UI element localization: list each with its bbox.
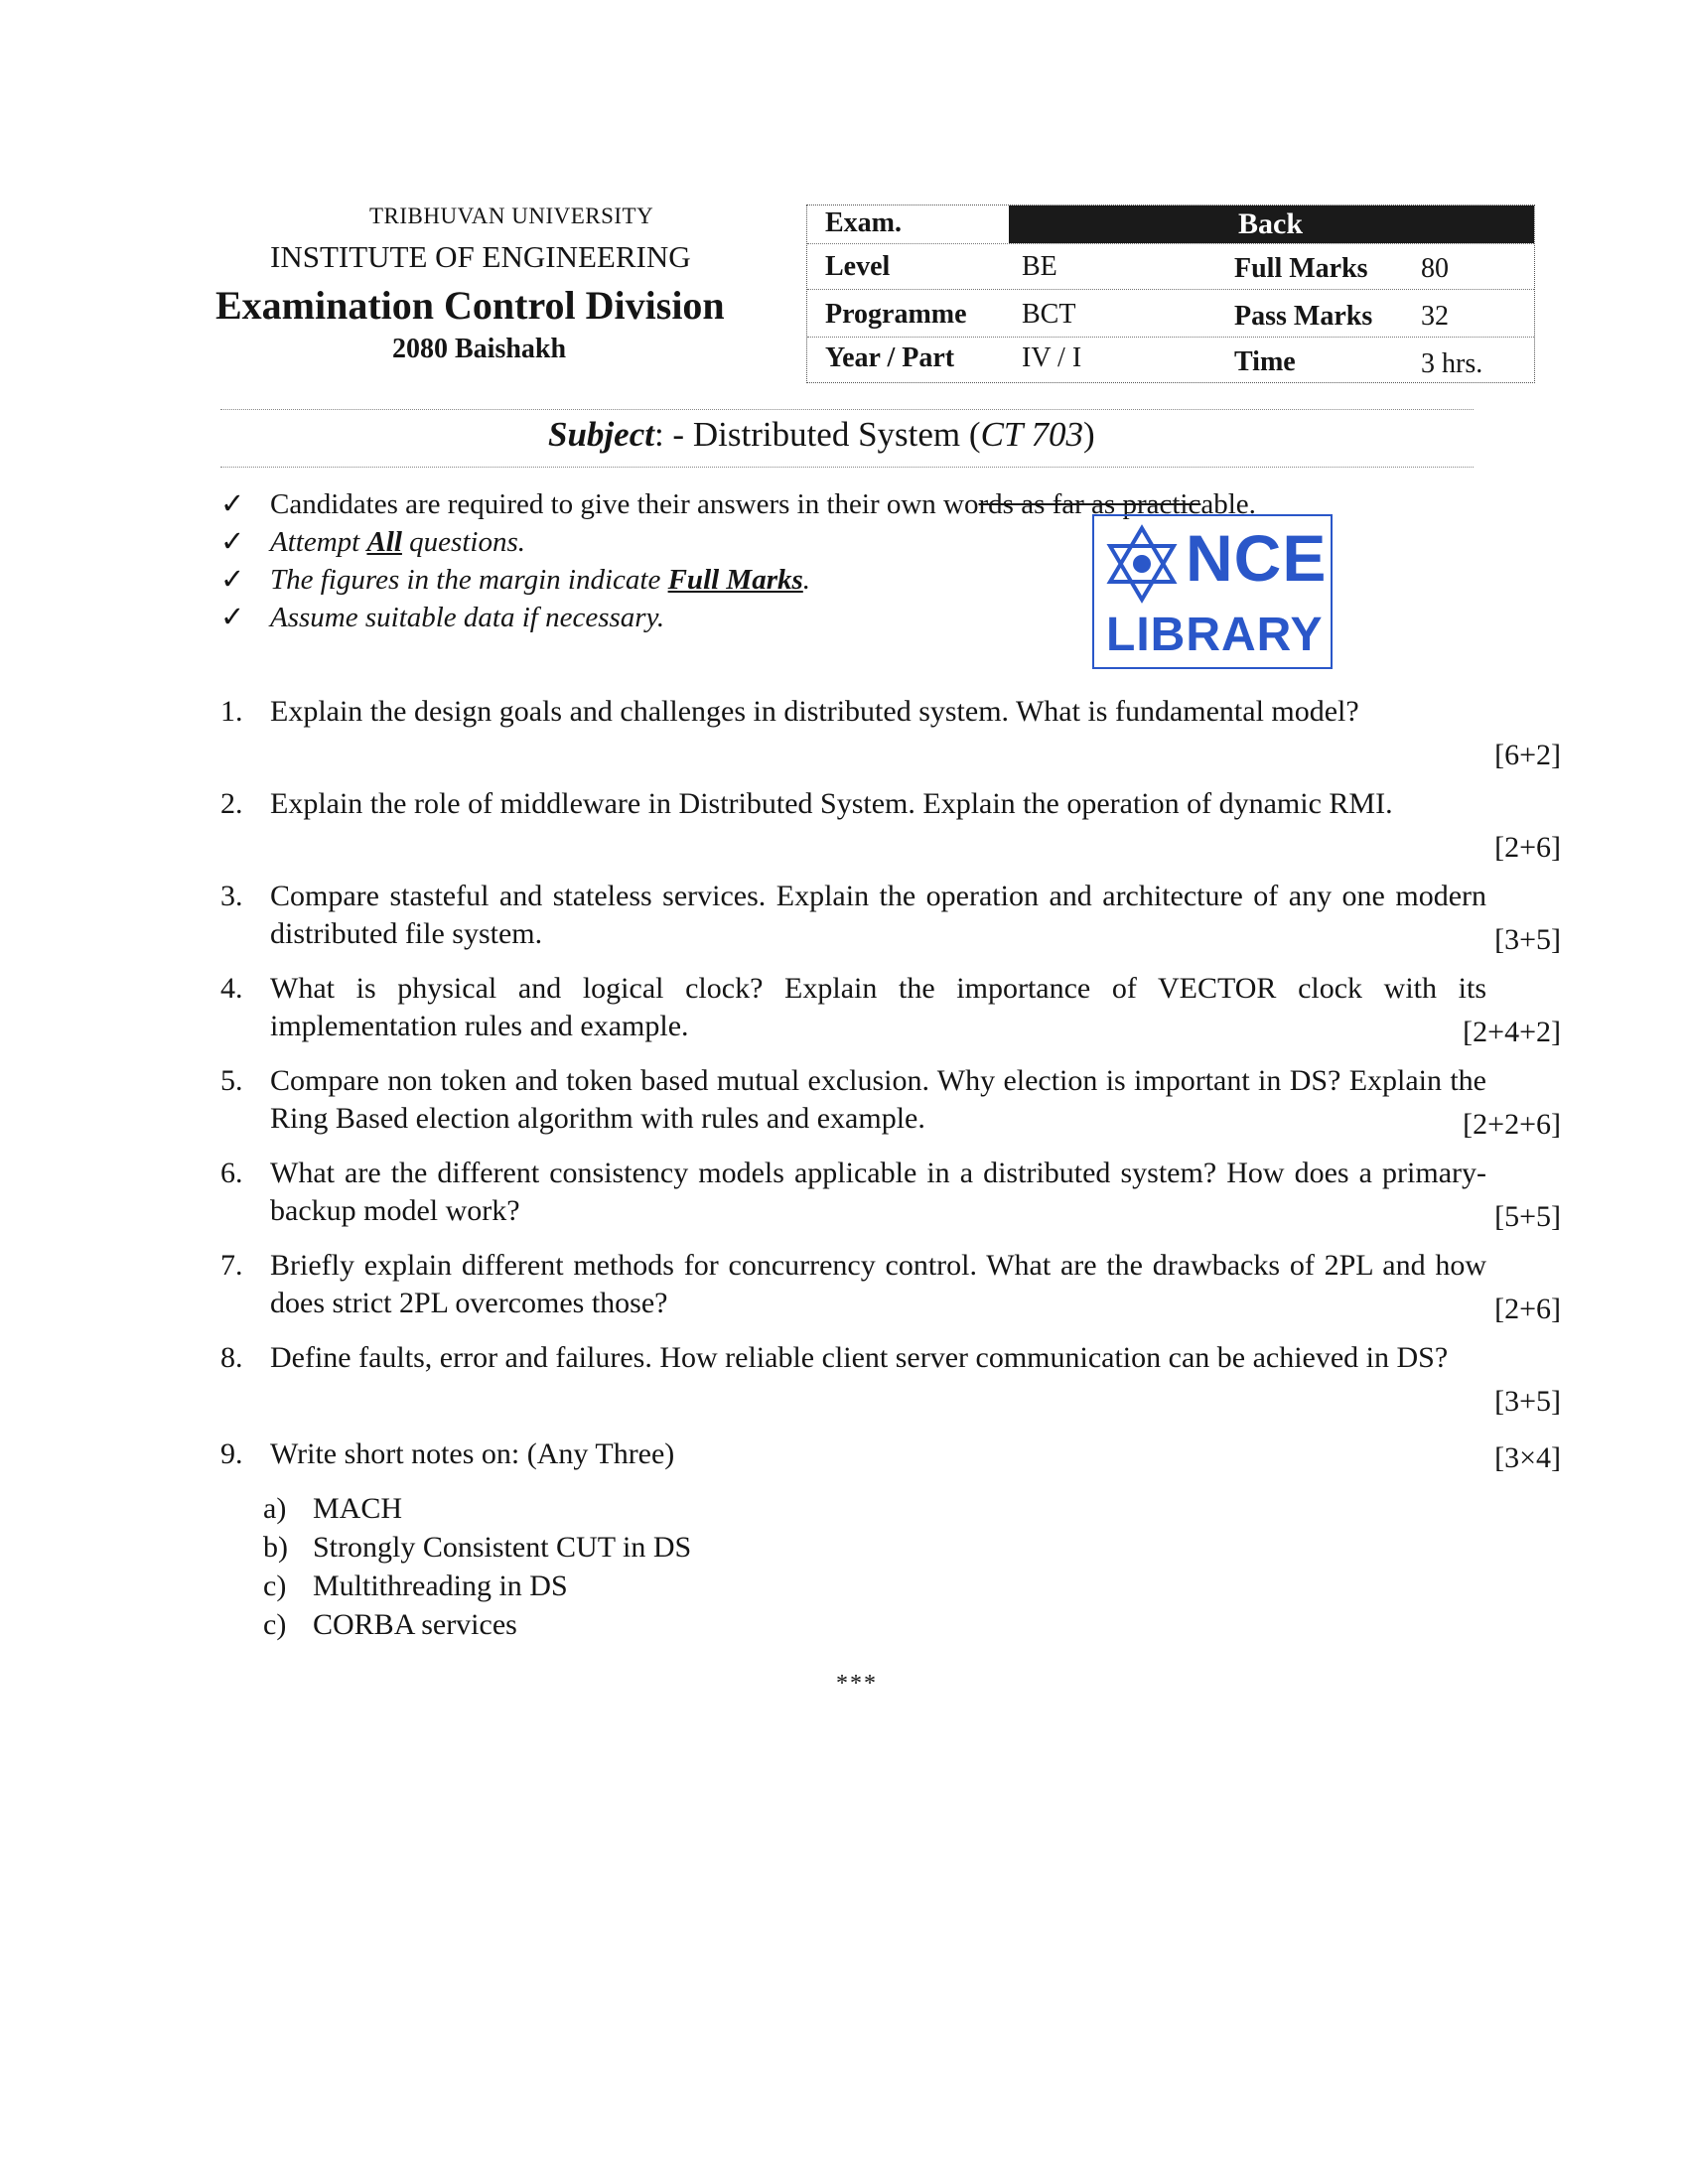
level-label: Level <box>825 251 891 282</box>
instruction-2: ✓ Attempt All questions. <box>220 526 525 558</box>
programme-value: BCT <box>1022 299 1076 330</box>
exam-session: 2080 Baishakh <box>392 334 567 364</box>
exam-type-bar <box>1009 205 1534 243</box>
stamp-nce: NCE <box>1186 521 1328 595</box>
institute-name: INSTITUTE OF ENGINEERING <box>270 239 691 274</box>
year-part-value: IV / I <box>1022 342 1082 373</box>
stamp-library: LIBRARY <box>1106 609 1324 661</box>
check-icon: ✓ <box>220 602 245 633</box>
question-8: 8. Define faults, error and failures. How reliable client server communication can be achieved in DS? [3+5] <box>220 1341 1561 1418</box>
time-value: 3 hrs. <box>1421 348 1483 379</box>
exam-type-value: Back <box>1238 207 1304 240</box>
pass-marks-value: 32 <box>1421 301 1449 332</box>
question-4: 4. What is physical and logical clock? Explain the importance of VECTOR clock with its implementation rules and example. [2+4+2] <box>220 972 1561 1048</box>
short-note-b: b) Strongly Consistent CUT in DS <box>263 1531 692 1564</box>
subject-rule-top <box>220 409 1474 410</box>
question-5: 5. Compare non token and token based mutual exclusion. Why election is important in DS? Explain the Ring Based election algorithm with rules and example. [2+2+6] <box>220 1064 1561 1141</box>
subject-name: Distributed System <box>692 415 961 454</box>
short-note-c: c) Multithreading in DS <box>263 1570 568 1602</box>
instruction-4: ✓ Assume suitable data if necessary. <box>220 602 665 633</box>
question-2: 2. Explain the role of middleware in Distributed System. Explain the operation of dynamic RMI. [2+6] <box>220 787 1561 864</box>
short-note-a: a) MACH <box>263 1492 403 1525</box>
end-marker: *** <box>836 1671 878 1697</box>
level-row <box>807 243 1534 290</box>
question-3: 3. Compare stasteful and stateless services. Explain the operation and architecture of any one modern distributed file system. [3+5] <box>220 880 1561 956</box>
question-1: 1. Explain the design goals and challenges in distributed system. What is fundamental model? [6+2] <box>220 695 1561 771</box>
level-value: BE <box>1022 251 1057 282</box>
full-marks-label: Full Marks <box>1234 253 1368 284</box>
short-note-d: c) CORBA services <box>263 1608 517 1641</box>
instruction-1: ✓ Candidates are required to give their answers in their own words as far as practicable. <box>220 488 1256 520</box>
subject-separator: : - <box>653 415 685 454</box>
pass-marks-label: Pass Marks <box>1234 301 1373 332</box>
question-9: 9. Write short notes on: (Any Three) [3×4] <box>220 1437 1561 1474</box>
subject-rule-bottom <box>220 467 1474 468</box>
question-6: 6. What are the different consistency models applicable in a distributed system? How does a primary-backup model work? [5+5] <box>220 1157 1561 1233</box>
year-part-label: Year / Part <box>825 342 955 373</box>
subject-label: Subject <box>548 415 654 454</box>
subject-line: Subject: - Distributed System (CT 703) <box>548 415 1095 454</box>
check-icon: ✓ <box>220 564 245 596</box>
programme-label: Programme <box>825 299 967 330</box>
exam-info-table <box>806 205 1535 383</box>
year-part-row <box>807 337 1534 382</box>
check-icon: ✓ <box>220 526 245 558</box>
library-stamp <box>1092 514 1333 669</box>
exam-row <box>807 205 1534 244</box>
subject-code: CT 703 <box>980 415 1083 454</box>
full-marks-value: 80 <box>1421 253 1449 284</box>
programme-row <box>807 289 1534 338</box>
star-emblem-icon <box>1102 524 1182 604</box>
university-name: TRIBHUVAN UNIVERSITY <box>369 204 654 228</box>
exam-label: Exam. <box>825 207 902 238</box>
check-icon: ✓ <box>220 488 245 520</box>
instruction-3: ✓ The figures in the margin indicate Full Marks. <box>220 564 811 596</box>
question-7: 7. Briefly explain different methods for concurrency control. What are the drawbacks of 2PL and how does strict 2PL overcomes those? [2+6] <box>220 1249 1561 1325</box>
time-label: Time <box>1234 346 1296 377</box>
division-name: Examination Control Division <box>215 283 725 328</box>
